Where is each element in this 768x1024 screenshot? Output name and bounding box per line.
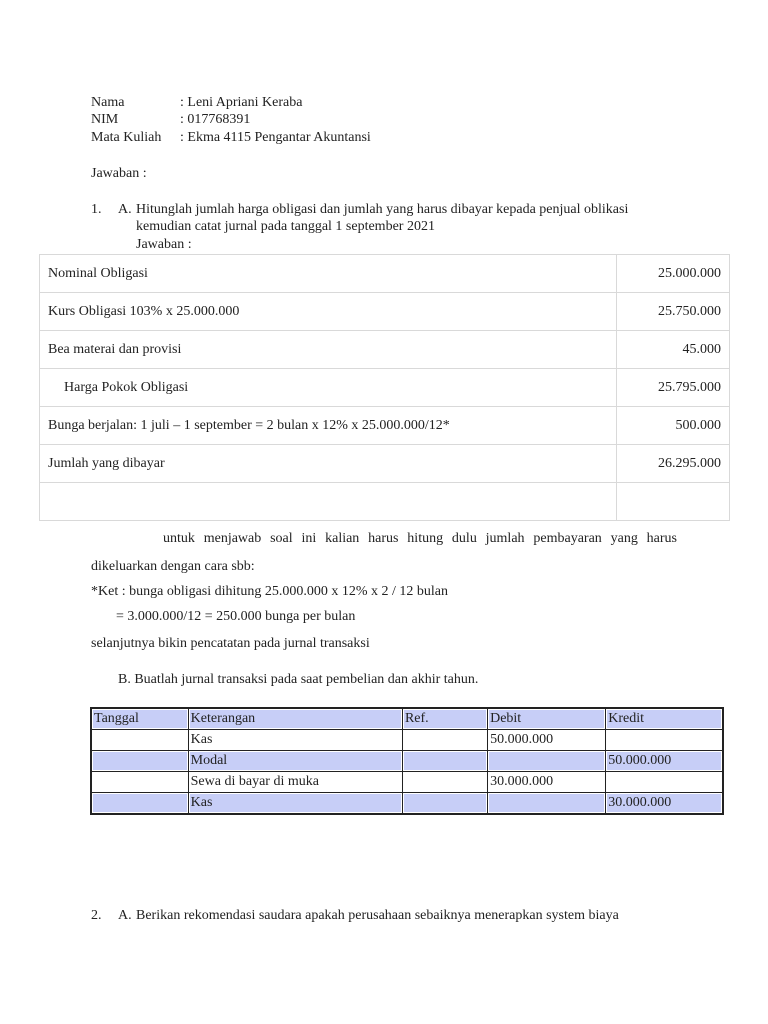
cell-tanggal xyxy=(91,730,188,751)
nama-value: : Leni Apriani Keraba xyxy=(180,95,303,110)
row-amount: 500.000 xyxy=(617,407,730,445)
q2-letter: A. xyxy=(118,908,132,923)
cell-ref xyxy=(402,751,487,772)
cell-kredit: 50.000.000 xyxy=(606,751,723,772)
journal-header-row xyxy=(91,708,723,730)
cell-debit: 50.000.000 xyxy=(488,730,606,751)
note-paragraph xyxy=(91,531,677,547)
jawaban-title: Jawaban : xyxy=(91,166,147,181)
cell-tanggal xyxy=(91,772,188,793)
row-amount: 25.795.000 xyxy=(617,369,730,407)
note-paragraph-line2: dikeluarkan dengan cara sbb: xyxy=(91,559,255,574)
mata-kuliah-value: : Ekma 4115 Pengantar Akuntansi xyxy=(180,130,371,145)
table-row xyxy=(40,331,730,369)
row-amount: 26.295.000 xyxy=(617,445,730,483)
q1-text-line2: kemudian catat jurnal pada tanggal 1 september 2021 xyxy=(136,219,435,234)
row-label: Harga Pokok Obligasi xyxy=(40,369,617,407)
cell-debit xyxy=(488,793,606,815)
nim-label: NIM xyxy=(91,112,119,127)
row-amount: 25.000.000 xyxy=(617,255,730,293)
row-label: Kurs Obligasi 103% x 25.000.000 xyxy=(40,293,617,331)
table-row xyxy=(40,483,730,521)
table-row xyxy=(40,255,730,293)
header-kredit: Kredit xyxy=(606,708,723,730)
cell-kredit: 30.000.000 xyxy=(606,793,723,815)
table-row xyxy=(91,751,723,772)
cell-kredit xyxy=(606,772,723,793)
ket-line1: *Ket : bunga obligasi dihitung 25.000.000 x 12% x 2 / 12 bulan xyxy=(91,584,448,599)
note-next: selanjutnya bikin pencatatan pada jurnal transaksi xyxy=(91,636,370,651)
cell-keterangan: Kas xyxy=(188,793,402,815)
cell-tanggal xyxy=(91,751,188,772)
note-paragraph-line1: untuk menjawab soal ini kalian harus hitung dulu jumlah pembayaran yang harus xyxy=(163,531,677,546)
row-amount xyxy=(617,483,730,521)
table-row xyxy=(40,445,730,483)
row-label: Bea materai dan provisi xyxy=(40,331,617,369)
header-ref: Ref. xyxy=(402,708,487,730)
table-row xyxy=(91,730,723,751)
row-amount: 25.750.000 xyxy=(617,293,730,331)
header-debit: Debit xyxy=(488,708,606,730)
cell-ref xyxy=(402,730,487,751)
table-row xyxy=(91,793,723,815)
cell-tanggal xyxy=(91,793,188,815)
cell-debit xyxy=(488,751,606,772)
cell-ref xyxy=(402,793,487,815)
q1-letter: A. xyxy=(118,202,132,217)
row-label: Nominal Obligasi xyxy=(40,255,617,293)
cell-keterangan: Sewa di bayar di muka xyxy=(188,772,402,793)
calculation-table xyxy=(39,254,730,521)
cell-keterangan: Modal xyxy=(188,751,402,772)
row-label xyxy=(40,483,617,521)
table-row xyxy=(40,369,730,407)
q1-jawaban: Jawaban : xyxy=(136,237,192,252)
nim-value: : 017768391 xyxy=(180,112,251,127)
row-label: Jumlah yang dibayar xyxy=(40,445,617,483)
cell-keterangan: Kas xyxy=(188,730,402,751)
row-amount: 45.000 xyxy=(617,331,730,369)
header-tanggal: Tanggal xyxy=(91,708,188,730)
row-label: Bunga berjalan: 1 juli – 1 september = 2 bulan x 12% x 25.000.000/12* xyxy=(40,407,617,445)
cell-debit: 30.000.000 xyxy=(488,772,606,793)
q2-number: 2. xyxy=(91,908,102,923)
table-row xyxy=(40,407,730,445)
q1b-text: B. Buatlah jurnal transaksi pada saat pembelian dan akhir tahun. xyxy=(118,672,479,687)
cell-kredit xyxy=(606,730,723,751)
table-row xyxy=(40,293,730,331)
cell-ref xyxy=(402,772,487,793)
ket-line2: = 3.000.000/12 = 250.000 bunga per bulan xyxy=(116,609,356,624)
q1-text-line1: Hitunglah jumlah harga obligasi dan jumlah yang harus dibayar kepada penjual oblikasi xyxy=(136,202,629,217)
header-keterangan: Keterangan xyxy=(188,708,402,730)
q2-text: Berikan rekomendasi saudara apakah perusahaan sebaiknya menerapkan system biaya xyxy=(136,908,619,923)
nama-label: Nama xyxy=(91,95,125,110)
journal-table xyxy=(90,707,724,815)
table-row xyxy=(91,772,723,793)
q1-number: 1. xyxy=(91,202,102,217)
mata-kuliah-label: Mata Kuliah xyxy=(91,130,162,145)
